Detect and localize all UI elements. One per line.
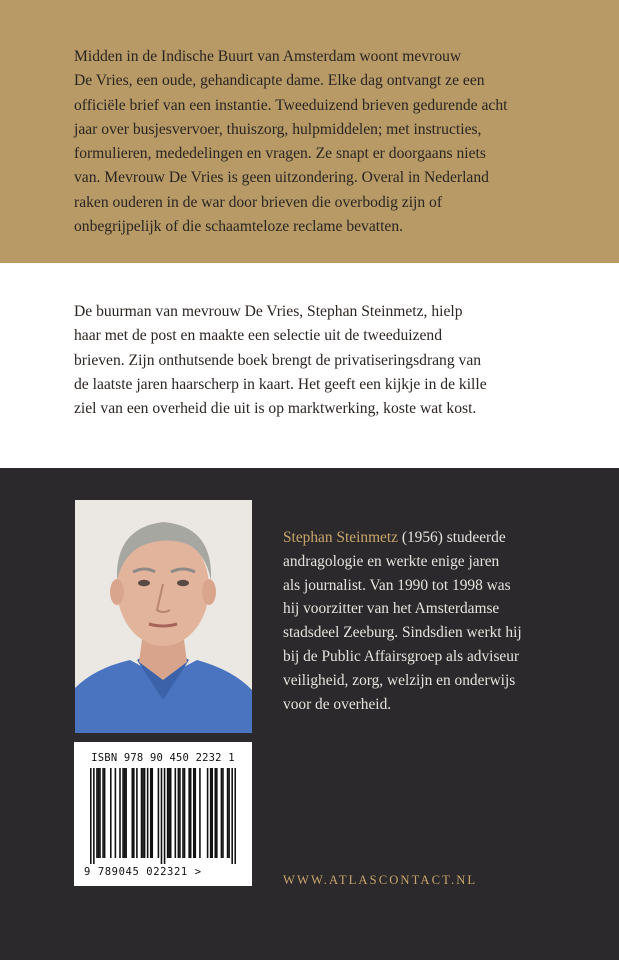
summary-line: haar met de post en maakte een selectie uit de tweeduizend [74,327,443,345]
barcode-bar [234,768,236,864]
barcode-bar [104,768,106,858]
isbn-barcode [74,742,252,886]
barcode-bar [199,768,201,858]
barcode-bar [90,768,92,864]
barcode-bar [161,768,163,864]
bio-first-line [283,526,583,550]
barcode-bar [211,768,213,858]
author-portrait-illustration [75,500,252,733]
barcode-bar [210,768,212,858]
barcode-bar [147,768,149,858]
barcode-bar [141,768,143,858]
barcode-bar [158,768,160,858]
barcode-bar [184,768,186,858]
bio-line: hij voorzitter van het Amsterdamse [283,600,500,618]
intro-line: formulieren, mededelingen en vragen. Ze snapt er doorgaans niets [74,145,486,163]
bio-line: als journalist. Van 1990 tot 1998 was [283,576,511,594]
barcode-bar [164,768,166,864]
barcode-bar [98,768,100,858]
bio-line: andragologie en werkte enige jaren [283,552,500,570]
barcode-bar [99,768,101,858]
summary-line: De buurman van mevrouw De Vries, Stephan Steinmetz, hielp [74,303,463,320]
barcode-bar [131,768,133,858]
barcode-bar [125,768,127,858]
barcode-bar [133,768,135,858]
bio-line: voor de overheid. [283,695,392,713]
isbn-label: ISBN 978 90 450 2232 1 [91,752,235,764]
intro-line: van. Mevrouw De Vries is geen uitzondering. Overal in Nederland [74,169,489,187]
bio-line: stadsdeel Zeeburg. Sindsdien werkt hij [283,624,522,642]
barcode-bar [227,768,229,858]
barcode-bar [216,768,218,858]
barcode-bar [142,768,144,858]
intro-line: De Vries, een oude, gehandicapte dame. Elke dag ontvangt ze een [74,72,485,90]
author-name: Stephan Steinmetz [283,529,398,546]
bio-line: bij de Public Affairsgroep als adviseur [283,647,520,665]
barcode-bar [110,768,112,858]
barcode-bar [124,768,126,858]
barcode-bar [190,768,192,858]
barcode-bar [175,768,177,858]
summary-paragraph [74,300,574,421]
summary-line: brieven. Zijn onthutsende boek brengt de privatiseringsdrang van [74,351,482,369]
intro-line: officiële brief van een instantie. Tweeduizend brieven gedurende acht [74,96,508,114]
barcode-bar [193,768,195,858]
barcode-bar [96,768,98,858]
barcode-bars [90,768,236,864]
author-bio [283,526,583,716]
ean-digits: 9 789045 022321 > [84,866,202,878]
intro-line: raken ouderen in de war door brieven die overbodig zijn of [74,193,443,211]
author-birth-year: (1956) studeerde [397,529,506,546]
intro-line: jaar over busjesvervoer, thuiszorg, hulpmiddelen; met instructies, [74,120,482,138]
publisher-url[interactable]: WWW.ATLASCONTACT.NL [283,873,478,887]
intro-paragraph [74,45,574,239]
barcode-bar [167,768,169,858]
intro-line: onbegrijpelijk of die schaamteloze reclame bevatten. [74,218,404,236]
intro-line: Midden in de Indische Buurt van Amsterdam woont mevrouw [74,48,462,65]
barcode-bar [178,768,180,858]
barcode-bar [119,768,121,858]
barcode-bar [136,768,138,858]
barcode-bar [195,768,197,858]
bio-line: veiligheid, zorg, welzijn en onderwijs [283,671,516,689]
barcode-bar [168,768,170,858]
barcode-bar [182,768,184,858]
author-photo [75,500,252,733]
barcode-bar [170,768,172,858]
barcode-bar [122,768,124,858]
barcode-bar [188,768,190,858]
barcode-bar [144,768,146,858]
barcode-bar [222,768,224,858]
barcode-bar [150,768,152,858]
barcode-bar [228,768,230,858]
barcode-bar [207,768,209,858]
barcode-bar [221,768,223,858]
barcode-bar [214,768,216,858]
summary-line: de laatste jaren haarscherp in kaart. Het geeft een kijkje in de kille [74,375,487,393]
barcode-bar [115,768,117,858]
barcode-bar [93,768,95,864]
summary-line: ziel van een overheid die uit is op marktwerking, koste wat kost. [74,400,477,418]
barcode-bar [179,768,181,858]
barcode-bar [231,768,233,864]
barcode-bar [102,768,104,858]
barcode-bar [151,768,153,858]
